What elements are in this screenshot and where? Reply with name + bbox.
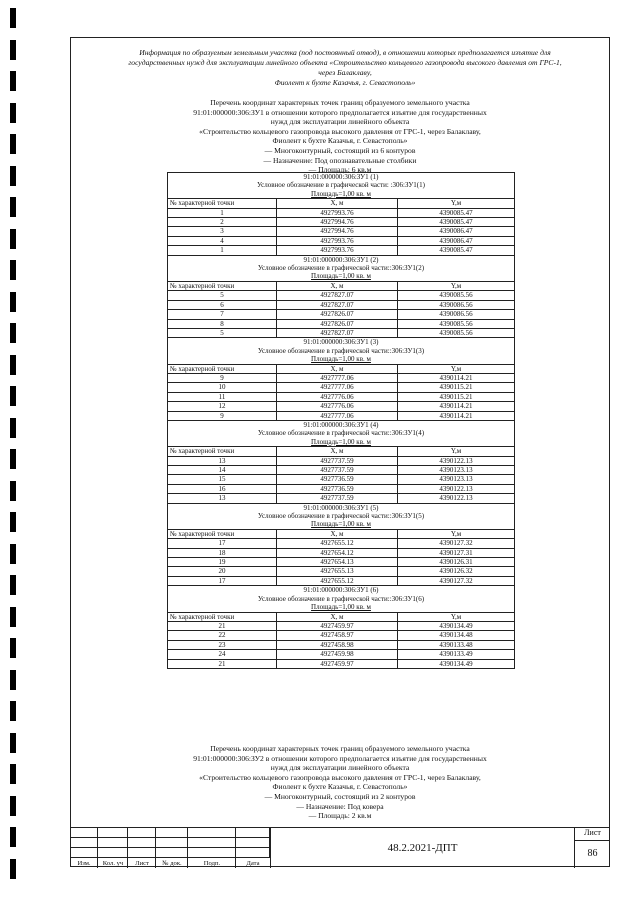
y-coordinate: 4390127.32 (398, 539, 515, 548)
y-coordinate: 4390085.47 (398, 208, 515, 217)
x-coordinate: 4927776.06 (277, 402, 398, 411)
binding-mark (10, 260, 16, 280)
title-block (70, 827, 610, 868)
table-row (168, 475, 515, 484)
table-row (168, 291, 515, 300)
desc-line: — Площадь: 2 кв.м (308, 811, 372, 821)
x-coordinate: 4927993.76 (277, 246, 398, 255)
point-number: 18 (168, 548, 277, 557)
binding-mark (10, 134, 16, 154)
binding-mark (10, 764, 16, 784)
y-coordinate: 4390086.56 (398, 310, 515, 319)
point-number: 8 (168, 319, 277, 328)
header-y: Y,м (398, 612, 515, 621)
desc-line: «Строительство кольцевого газопровода высокого давления от ГРС-1, через Балаклаву, (199, 126, 481, 136)
x-coordinate: 4927777.06 (277, 411, 398, 420)
point-number: 1 (168, 208, 277, 217)
column-header-row (168, 612, 515, 621)
binding-mark (10, 796, 16, 816)
x-coordinate: 4927459.97 (277, 621, 398, 630)
x-coordinate: 4927826.07 (277, 319, 398, 328)
point-number: 23 (168, 640, 277, 649)
binding-mark (10, 701, 16, 721)
desc-line: нужд для эксплуатации линейного объекта (270, 117, 410, 127)
binding-mark (10, 166, 16, 186)
x-coordinate: 4927737.59 (277, 494, 398, 503)
section-id: 91:01:000000:306:ЗУ1 (6) (168, 586, 515, 595)
section-symbol: Условное обозначение в графической части::306:ЗУ1(6) (168, 595, 515, 603)
header-x: X, м (277, 612, 398, 621)
table-row (168, 576, 515, 585)
point-number: 20 (168, 567, 277, 576)
binding-mark (10, 638, 16, 658)
point-number: 5 (168, 291, 277, 300)
label-doc-no: № док. (162, 860, 182, 867)
x-coordinate: 4927458.98 (277, 640, 398, 649)
point-number: 14 (168, 466, 277, 475)
x-coordinate: 4927993.76 (277, 236, 398, 245)
header-line: государственных нужд для эксплуатации линейного объекта «Строительство кольцевого газопровода высокого давления от ГРС-1, (128, 58, 562, 67)
column-header-row (168, 199, 515, 208)
point-number: 13 (168, 456, 277, 465)
x-coordinate: 4927777.06 (277, 383, 398, 392)
point-number: 3 (168, 227, 277, 236)
binding-mark (10, 323, 16, 343)
desc-line: Фиолент к бухте Казачья, г. Севастополь» (272, 782, 408, 792)
table-row (168, 631, 515, 640)
y-coordinate: 4390085.56 (398, 328, 515, 337)
header-y: Y,м (398, 529, 515, 538)
point-number: 21 (168, 621, 277, 630)
table-row (168, 328, 515, 337)
x-coordinate: 4927993.76 (277, 208, 398, 217)
x-coordinate: 4927458.97 (277, 631, 398, 640)
point-number: 11 (168, 392, 277, 401)
x-coordinate: 4927777.06 (277, 373, 398, 382)
x-coordinate: 4927459.97 (277, 659, 398, 668)
section-area: Площадь=1,00 кв. м (168, 438, 515, 447)
sheet-number: 86 (587, 848, 598, 859)
table-row (168, 402, 515, 411)
label-date: Дата (246, 860, 260, 867)
y-coordinate: 4390115.21 (398, 392, 515, 401)
y-coordinate: 4390133.48 (398, 640, 515, 649)
desc-line: Фиолент к бухте Казачья, г. Севастополь» (272, 136, 408, 146)
revision-grid (70, 828, 270, 868)
x-coordinate: 4927655.12 (277, 539, 398, 548)
y-coordinate: 4390114.21 (398, 373, 515, 382)
y-coordinate: 4390134.48 (398, 631, 515, 640)
y-coordinate: 4390085.47 (398, 218, 515, 227)
binding-mark (10, 827, 16, 847)
y-coordinate: 4390114.21 (398, 402, 515, 411)
x-coordinate: 4927459.98 (277, 650, 398, 659)
y-coordinate: 4390086.47 (398, 227, 515, 236)
table-row (168, 621, 515, 630)
binding-mark (10, 512, 16, 532)
point-number: 24 (168, 650, 277, 659)
header-point-no: № характерной точки (168, 447, 277, 456)
binding-mark (10, 40, 16, 60)
x-coordinate: 4927654.13 (277, 558, 398, 567)
desc-line: 91:01:000000:306:ЗУ2 в отношении которого предполагается изъятие для государственных (193, 753, 487, 763)
desc-line: «Строительство кольцевого газопровода высокого давления от ГРС-1, через Балаклаву, (199, 772, 481, 782)
header-point-no: № характерной точки (168, 281, 277, 290)
header-line: через Балаклаву, (318, 68, 372, 77)
y-coordinate: 4390127.31 (398, 548, 515, 557)
y-coordinate: 4390085.47 (398, 246, 515, 255)
x-coordinate: 4927776.06 (277, 392, 398, 401)
x-coordinate: 4927994.76 (277, 227, 398, 236)
section-symbol: Условное обозначение в графической части::306:ЗУ1(4) (168, 429, 515, 437)
label-kol-uch: Кол. уч (102, 860, 124, 867)
table-row (168, 383, 515, 392)
table-row (168, 567, 515, 576)
y-coordinate: 4390115.21 (398, 383, 515, 392)
desc-line: Перечень координат характерных точек границ образуемого земельного участка (210, 98, 470, 107)
point-number: 22 (168, 631, 277, 640)
header-x: X, м (277, 281, 398, 290)
y-coordinate: 4390114.21 (398, 411, 515, 420)
y-coordinate: 4390133.49 (398, 650, 515, 659)
x-coordinate: 4927655.13 (277, 567, 398, 576)
binding-mark (10, 103, 16, 123)
table-row (168, 246, 515, 255)
binding-mark (10, 733, 16, 753)
coordinates-table (167, 172, 515, 669)
y-coordinate: 4390126.32 (398, 567, 515, 576)
section-symbol: Условное обозначение в графической части: :306:ЗУ1(1) (168, 181, 515, 189)
point-number: 2 (168, 218, 277, 227)
point-number: 10 (168, 383, 277, 392)
binding-mark (10, 292, 16, 312)
binding-mark (10, 607, 16, 627)
section-id: 91:01:000000:306:ЗУ1 (4) (168, 420, 515, 429)
binding-mark (10, 575, 16, 595)
x-coordinate: 4927827.07 (277, 291, 398, 300)
column-header-row (168, 281, 515, 290)
desc-line: — Многоконтурный, состоящий из 6 контуров (264, 145, 416, 155)
x-coordinate: 4927736.59 (277, 484, 398, 493)
y-coordinate: 4390086.56 (398, 300, 515, 309)
binding-mark (10, 71, 16, 91)
section-area: Площадь=1,00 кв. м (168, 520, 515, 529)
binding-mark (10, 229, 16, 249)
y-coordinate: 4390134.49 (398, 621, 515, 630)
label-list: Лист (135, 860, 149, 867)
point-number: 7 (168, 310, 277, 319)
table-row (168, 208, 515, 217)
point-number: 6 (168, 300, 277, 309)
table-row (168, 411, 515, 420)
header-y: Y,м (398, 281, 515, 290)
y-coordinate: 4390134.49 (398, 659, 515, 668)
section-id: 91:01:000000:306:ЗУ1 (5) (168, 503, 515, 512)
binding-mark (10, 670, 16, 690)
section-symbol: Условное обозначение в графической части::306:ЗУ1(5) (168, 512, 515, 520)
table-row (168, 236, 515, 245)
table-row (168, 558, 515, 567)
x-coordinate: 4927737.59 (277, 456, 398, 465)
point-number: 16 (168, 484, 277, 493)
desc-line: — Многоконтурный, состоящий из 2 контуров (264, 791, 416, 801)
binding-mark (10, 481, 16, 501)
table-row (168, 456, 515, 465)
y-coordinate: 4390126.31 (398, 558, 515, 567)
section-symbol: Условное обозначение в графической части::306:ЗУ1(2) (168, 264, 515, 272)
table-row (168, 494, 515, 503)
section-area: Площадь=1,00 кв. м (168, 190, 515, 199)
desc-line: — Площадь: 6 кв.м (308, 165, 372, 175)
header-point-no: № характерной точки (168, 199, 277, 208)
point-number: 4 (168, 236, 277, 245)
x-coordinate: 4927655.12 (277, 576, 398, 585)
section-area: Площадь=1,00 кв. м (168, 272, 515, 281)
header-y: Y,м (398, 199, 515, 208)
binding-mark (10, 418, 16, 438)
x-coordinate: 4927827.07 (277, 328, 398, 337)
header-x: X, м (277, 364, 398, 373)
table-row (168, 548, 515, 557)
point-number: 9 (168, 373, 277, 382)
x-coordinate: 4927737.59 (277, 466, 398, 475)
y-coordinate: 4390122.13 (398, 494, 515, 503)
desc-line: — Назначение: Под ковера (296, 801, 384, 811)
binding-mark (10, 859, 16, 879)
table-row (168, 640, 515, 649)
table-row (168, 310, 515, 319)
point-number: 17 (168, 576, 277, 585)
section-area: Площадь=1,00 кв. м (168, 355, 515, 364)
binding-mark (10, 8, 16, 28)
column-header-row (168, 364, 515, 373)
table-row (168, 659, 515, 668)
desc-line: — Назначение: Под опознавательные столбики (263, 155, 417, 165)
point-number: 13 (168, 494, 277, 503)
point-number: 12 (168, 402, 277, 411)
sheet-label: Лист (575, 828, 610, 841)
document-header (90, 48, 600, 88)
column-header-row (168, 447, 515, 456)
column-header-row (168, 529, 515, 538)
parcel-zu2-description (170, 744, 510, 821)
binding-mark (10, 197, 16, 217)
table-row (168, 650, 515, 659)
header-y: Y,м (398, 447, 515, 456)
y-coordinate: 4390085.56 (398, 319, 515, 328)
header-x: X, м (277, 529, 398, 538)
header-point-no: № характерной точки (168, 364, 277, 373)
point-number: 21 (168, 659, 277, 668)
x-coordinate: 4927827.07 (277, 300, 398, 309)
y-coordinate: 4390122.13 (398, 456, 515, 465)
header-line: Фиолент к бухте Казачья, г. Севастополь» (274, 78, 416, 87)
point-number: 5 (168, 328, 277, 337)
point-number: 19 (168, 558, 277, 567)
section-symbol: Условное обозначение в графической части::306:ЗУ1(3) (168, 347, 515, 355)
header-y: Y,м (398, 364, 515, 373)
table-row (168, 319, 515, 328)
x-coordinate: 4927736.59 (277, 475, 398, 484)
table-row (168, 484, 515, 493)
table-row (168, 392, 515, 401)
point-number: 9 (168, 411, 277, 420)
x-coordinate: 4927826.07 (277, 310, 398, 319)
header-point-no: № характерной точки (168, 529, 277, 538)
binding-mark (10, 355, 16, 375)
table-row (168, 218, 515, 227)
y-coordinate: 4390086.47 (398, 236, 515, 245)
section-area: Площадь=1,00 кв. м (168, 603, 515, 612)
y-coordinate: 4390123.13 (398, 466, 515, 475)
header-point-no: № характерной точки (168, 612, 277, 621)
binding-mark (10, 544, 16, 564)
table-row (168, 539, 515, 548)
point-number: 17 (168, 539, 277, 548)
header-x: X, м (277, 447, 398, 456)
label-izm: Изм. (77, 860, 91, 867)
header-x: X, м (277, 199, 398, 208)
binding-mark (10, 386, 16, 406)
y-coordinate: 4390122.13 (398, 484, 515, 493)
header-line: Информация по образуемым земельным участка (под постоянный отвод), в отношении которых предполагается изъятие для (139, 48, 551, 57)
desc-line: нужд для эксплуатации линейного объекта (270, 763, 410, 773)
point-number: 15 (168, 475, 277, 484)
label-signature: Подп. (203, 860, 221, 867)
y-coordinate: 4390085.56 (398, 291, 515, 300)
section-id: 91:01:000000:306:ЗУ1 (3) (168, 338, 515, 347)
y-coordinate: 4390123.13 (398, 475, 515, 484)
x-coordinate: 4927654.12 (277, 548, 398, 557)
desc-line: 91:01:000000:306:ЗУ1 в отношении которого предполагается изъятие для государственных (193, 107, 487, 117)
table-row (168, 227, 515, 236)
document-code: 48.2.2021-ДПТ (270, 828, 575, 868)
y-coordinate: 4390127.32 (398, 576, 515, 585)
desc-line: Перечень координат характерных точек границ образуемого земельного участка (210, 744, 470, 753)
x-coordinate: 4927994.76 (277, 218, 398, 227)
table-row (168, 373, 515, 382)
table-row (168, 300, 515, 309)
section-id: 91:01:000000:306:ЗУ1 (2) (168, 255, 515, 264)
binding-mark (10, 449, 16, 469)
section-id: 91:01:000000:306:ЗУ1 (1) (168, 173, 515, 182)
point-number: 1 (168, 246, 277, 255)
parcel-zu1-description (170, 98, 510, 175)
table-row (168, 466, 515, 475)
